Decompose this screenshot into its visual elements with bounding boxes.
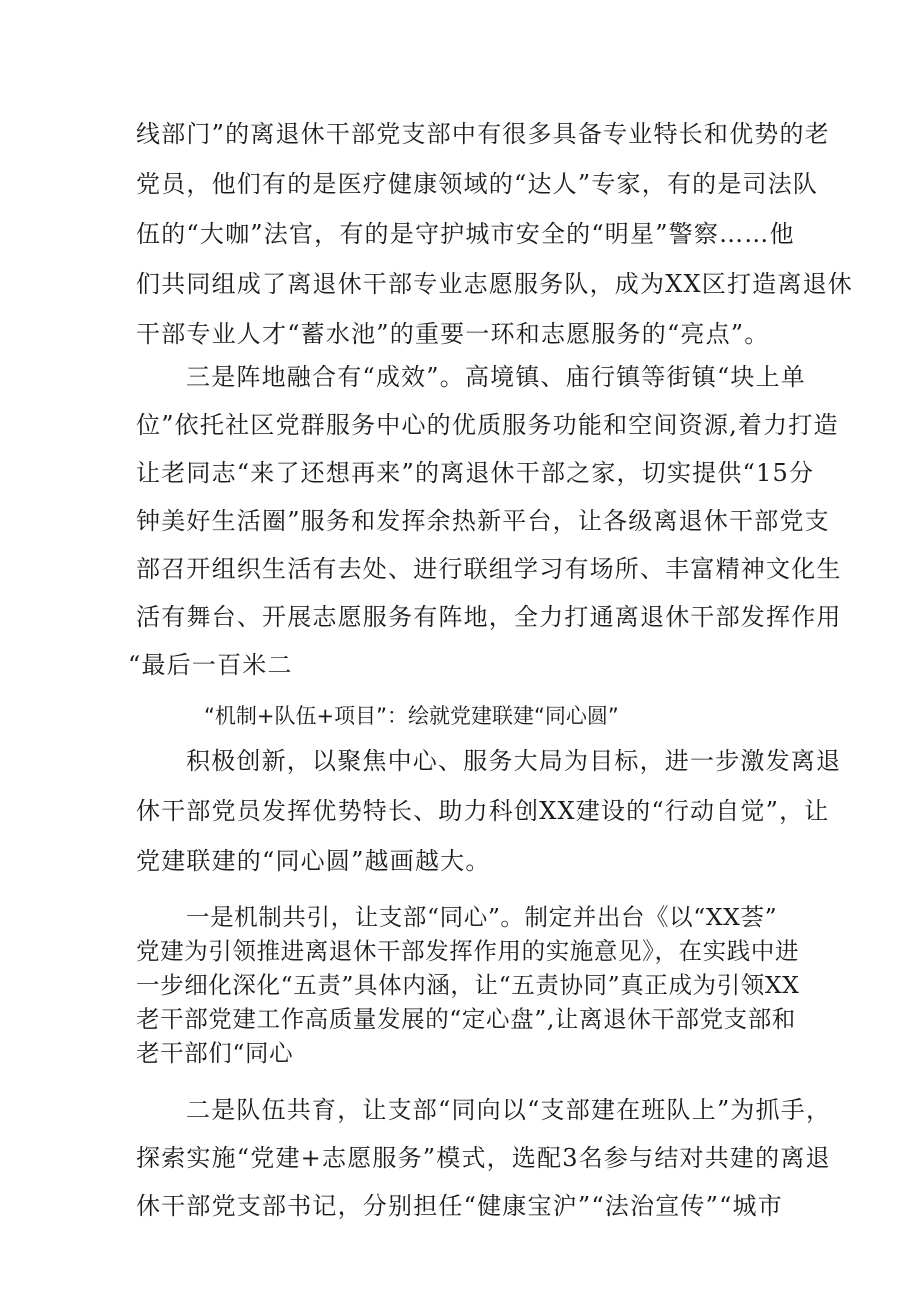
text-line: 一是机制共引，让支部“同心”。制定并出台《以“XX荟”	[186, 903, 778, 931]
text-line: 伍的“大咖”法官，有的是守护城市安全的“明星”警察……他	[136, 220, 795, 248]
text-line: 休干部党员发挥优势特长、助力科创XX建设的“行动自觉”，让	[136, 797, 830, 825]
text-line: 休干部党支部书记，分别担任“健康宝沪”“法治宣传”“城市	[136, 1192, 783, 1220]
text-line: 干部专业人才“蓄水池”的重要一环和志愿服务的“亮点”。	[136, 320, 770, 348]
text-line: 积极创新，以聚焦中心、服务大局为目标，进一步激发离退	[186, 747, 842, 775]
section-heading: “机制+队伍+项目”：绘就党建联建“同心圆”	[204, 704, 619, 728]
text-line: 党建为引领推进离退休干部发挥作用的实施意见》，在实践中进	[136, 937, 800, 965]
text-line: 一步细化深化“五责”具体内涵，让“五责协同”真正成为引领XX	[136, 971, 800, 999]
text-line: 让老同志“来了还想再来”的离退休干部之家，切实提供“15分	[136, 459, 815, 487]
text-line: 钟美好生活圈”服务和发挥余热新平台，让各级离退休干部党支	[136, 507, 830, 535]
text-line: 三是阵地融合有“成效”。高境镇、庙行镇等街镇“块上单	[186, 363, 807, 391]
text-line: 老干部们“同心	[136, 1039, 294, 1067]
text-line: “最后一百米二	[128, 651, 293, 679]
text-line: 活有舞台、开展志愿服务有阵地，全力打通离退休干部发挥作用	[136, 603, 842, 631]
text-line: 位”依托社区党群服务中心的优质服务功能和空间资源,着力打造	[136, 411, 839, 439]
text-line: 部召开组织生活有去处、进行联组学习有场所、丰富精神文化生	[136, 555, 842, 583]
text-line: 党员，他们有的是医疗健康领域的“达人”专家，有的是司法队	[136, 170, 819, 198]
text-line: 老干部党建工作高质量发展的“定心盘”,让离退休干部党支部和	[136, 1005, 796, 1033]
text-line: 线部门”的离退休干部党支部中有很多具备专业特长和优势的老	[136, 120, 830, 148]
text-line: 探索实施“党建+志愿服务”模式，选配3名参与结对共建的离退	[136, 1144, 831, 1172]
text-line: 们共同组成了离退休干部专业志愿服务队，成为XX区打造离退休	[136, 270, 853, 298]
text-line: 二是队伍共育，让支部“同向以“支部建在班队上”为抓手，	[186, 1096, 832, 1124]
text-line: 党建联建的“同心圆”越画越大。	[136, 847, 491, 875]
